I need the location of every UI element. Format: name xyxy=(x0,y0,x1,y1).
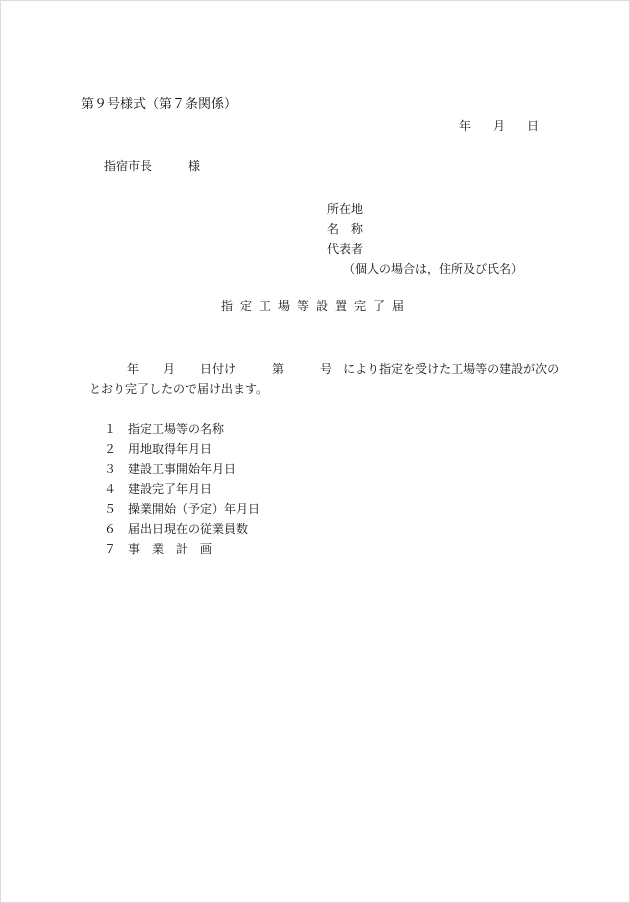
list-item xyxy=(104,519,260,539)
item-label: 建設工事開始年月日 xyxy=(128,462,237,476)
body-month-unit: 月 xyxy=(163,362,176,376)
date-month-unit: 月 xyxy=(493,119,506,133)
item-label: 操業開始（予定）年月日 xyxy=(128,502,261,516)
body-line-1 xyxy=(89,359,559,379)
list-item xyxy=(104,499,260,519)
item-number: ４ xyxy=(104,482,117,496)
item-number: ３ xyxy=(104,462,117,476)
list-item xyxy=(104,419,260,439)
body-year-unit: 年 xyxy=(127,362,140,376)
submission-date xyxy=(459,119,539,133)
applicant-name-label: 名 称 xyxy=(327,222,364,236)
item-list xyxy=(104,419,260,559)
form-number-label: 第９号様式（第７条関係） xyxy=(81,97,238,112)
item-label: 事 業 計 画 xyxy=(128,542,213,556)
applicant-representative-label: 代表者 xyxy=(327,242,364,256)
applicant-individual-note: （個人の場合は，住所及び氏名） xyxy=(343,262,524,276)
addressee-name: 指宿市長 xyxy=(104,159,153,173)
item-number: ５ xyxy=(104,502,117,516)
item-number: ７ xyxy=(104,542,117,556)
addressee-honorific: 様 xyxy=(188,159,201,173)
addressee xyxy=(104,159,200,173)
list-item xyxy=(104,439,260,459)
document-title: 指定工場等設置完了届 xyxy=(220,299,411,313)
date-day-unit: 日 xyxy=(527,119,540,133)
applicant-address-label: 所在地 xyxy=(327,202,364,216)
list-item xyxy=(104,459,260,479)
item-label: 指定工場等の名称 xyxy=(128,422,225,436)
body-dated-text: 日付け xyxy=(200,362,237,376)
date-year-unit: 年 xyxy=(459,119,472,133)
list-item xyxy=(104,539,260,559)
body-number-suffix: 号 xyxy=(320,362,333,376)
body-line-1-rest: により指定を受けた工場等の建設が次の xyxy=(343,362,560,376)
item-label: 届出日現在の従業員数 xyxy=(128,522,249,536)
item-number: ６ xyxy=(104,522,117,536)
item-number: ２ xyxy=(104,442,117,456)
body-line-2: とおり完了したので届け出ます。 xyxy=(89,382,269,396)
body-paragraph xyxy=(89,359,559,399)
item-label: 用地取得年月日 xyxy=(128,442,213,456)
body-number-prefix: 第 xyxy=(272,362,285,376)
item-label: 建設完了年月日 xyxy=(128,482,213,496)
list-item xyxy=(104,479,260,499)
applicant-block xyxy=(327,199,523,279)
item-number: １ xyxy=(104,422,117,436)
